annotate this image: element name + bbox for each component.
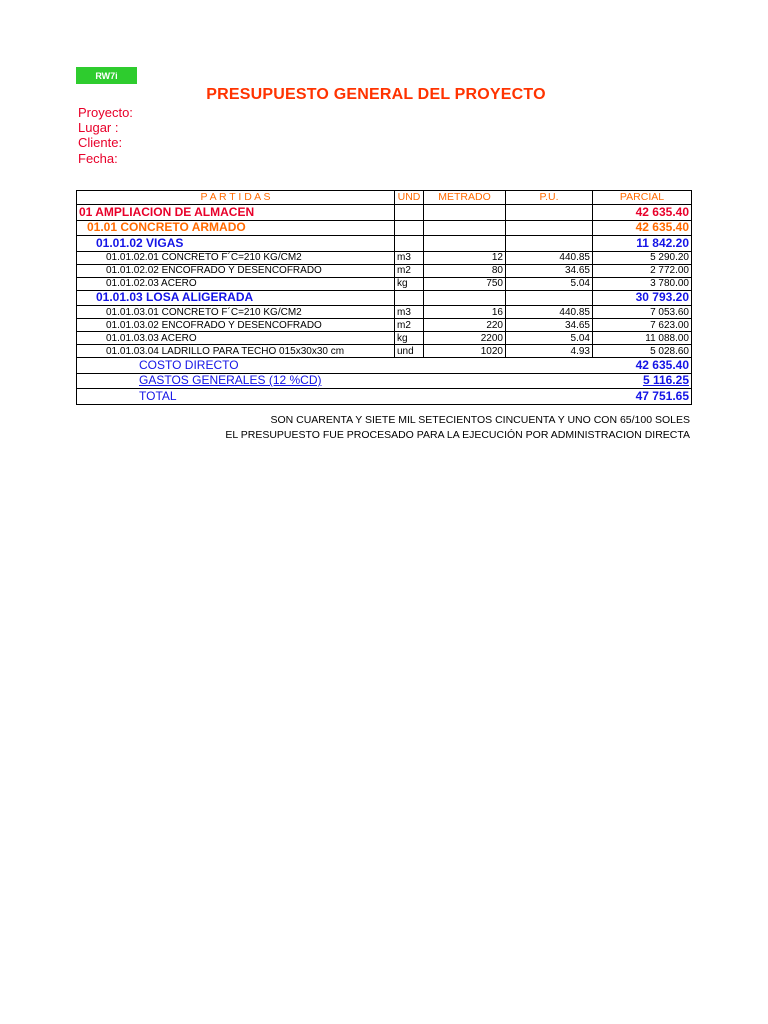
table-row bbox=[77, 277, 692, 290]
general-expenses-label: GASTOS GENERALES (12 %CD) bbox=[77, 373, 593, 389]
row-parcial: 42 635.40 bbox=[593, 205, 692, 221]
row-metrado: 16 bbox=[424, 306, 506, 319]
table-row bbox=[77, 220, 692, 236]
summary-row-general-expenses bbox=[77, 373, 692, 389]
row-label: 01.01.02 VIGAS bbox=[77, 236, 395, 252]
row-metrado: 2200 bbox=[424, 332, 506, 345]
place-label: Lugar : bbox=[78, 120, 119, 136]
header-und: UND bbox=[395, 191, 424, 205]
page-title: PRESUPUESTO GENERAL DEL PROYECTO bbox=[206, 86, 546, 103]
client-label: Cliente: bbox=[78, 135, 123, 151]
row-pu: 4.93 bbox=[506, 345, 593, 358]
row-parcial: 2 772.00 bbox=[593, 264, 692, 277]
table-row bbox=[77, 264, 692, 277]
row-metrado: 750 bbox=[424, 277, 506, 290]
row-und: und bbox=[395, 345, 424, 358]
row-pu: 34.65 bbox=[506, 264, 593, 277]
row-label: 01.01.02.03 ACERO bbox=[77, 277, 395, 290]
row-label: 01.01 CONCRETO ARMADO bbox=[77, 220, 395, 236]
row-und: m3 bbox=[395, 251, 424, 264]
row-parcial: 7 623.00 bbox=[593, 319, 692, 332]
total-label: TOTAL bbox=[77, 389, 593, 405]
general-expenses-value: 5 116.25 bbox=[593, 373, 692, 389]
table-row bbox=[77, 236, 692, 252]
row-und: kg bbox=[395, 277, 424, 290]
row-parcial: 30 793.20 bbox=[593, 290, 692, 306]
row-metrado: 220 bbox=[424, 319, 506, 332]
row-pu: 5.04 bbox=[506, 332, 593, 345]
table-row bbox=[77, 319, 692, 332]
table-row bbox=[77, 345, 692, 358]
row-metrado: 80 bbox=[424, 264, 506, 277]
row-pu: 440.85 bbox=[506, 306, 593, 319]
summary-row-direct-cost bbox=[77, 358, 692, 374]
row-und: m3 bbox=[395, 306, 424, 319]
row-parcial: 11 088.00 bbox=[593, 332, 692, 345]
summary-row-total bbox=[77, 389, 692, 405]
budget-notes bbox=[225, 413, 690, 442]
direct-cost-label: COSTO DIRECTO bbox=[77, 358, 593, 374]
row-metrado: 12 bbox=[424, 251, 506, 264]
table-row bbox=[77, 332, 692, 345]
row-und: m2 bbox=[395, 264, 424, 277]
row-label: 01.01.03.04 LADRILLO PARA TECHO 015x30x30 cm bbox=[77, 345, 395, 358]
row-parcial: 5 290.20 bbox=[593, 251, 692, 264]
project-info bbox=[78, 105, 133, 166]
budget-table bbox=[76, 190, 692, 405]
row-pu: 34.65 bbox=[506, 319, 593, 332]
row-parcial: 7 053.60 bbox=[593, 306, 692, 319]
row-und: kg bbox=[395, 332, 424, 345]
row-metrado: 1020 bbox=[424, 345, 506, 358]
direct-cost-value: 42 635.40 bbox=[593, 358, 692, 374]
version-badge: RW7i bbox=[76, 67, 137, 84]
row-label: 01.01.03.02 ENCOFRADO Y DESENCOFRADO bbox=[77, 319, 395, 332]
row-pu: 5.04 bbox=[506, 277, 593, 290]
total-value: 47 751.65 bbox=[593, 389, 692, 405]
row-label: 01.01.02.01 CONCRETO F´C=210 KG/CM2 bbox=[77, 251, 395, 264]
row-pu: 440.85 bbox=[506, 251, 593, 264]
table-row bbox=[77, 306, 692, 319]
execution-note: EL PRESUPUESTO FUE PROCESADO PARA LA EJECUCIÓN POR ADMINISTRACION DIRECTA bbox=[225, 428, 690, 441]
row-label: 01.01.03.03 ACERO bbox=[77, 332, 395, 345]
header-parcial: PARCIAL bbox=[593, 191, 692, 205]
header-metrado: METRADO bbox=[424, 191, 506, 205]
row-label: 01.01.03 LOSA ALIGERADA bbox=[77, 290, 395, 306]
amount-in-words: SON CUARENTA Y SIETE MIL SETECIENTOS CINCUENTA Y UNO CON 65/100 SOLES bbox=[270, 414, 690, 426]
table-header bbox=[77, 191, 692, 205]
table-row bbox=[77, 205, 692, 221]
row-label: 01.01.02.02 ENCOFRADO Y DESENCOFRADO bbox=[77, 264, 395, 277]
header-pu: P.U. bbox=[506, 191, 593, 205]
row-parcial: 42 635.40 bbox=[593, 220, 692, 236]
row-label: 01 AMPLIACION DE ALMACEN bbox=[77, 205, 395, 221]
row-parcial: 11 842.20 bbox=[593, 236, 692, 252]
row-label: 01.01.03.01 CONCRETO F´C=210 KG/CM2 bbox=[77, 306, 395, 319]
table-row bbox=[77, 251, 692, 264]
table-row bbox=[77, 290, 692, 306]
header-partidas: P A R T I D A S bbox=[77, 191, 395, 205]
row-parcial: 5 028.60 bbox=[593, 345, 692, 358]
row-parcial: 3 780.00 bbox=[593, 277, 692, 290]
row-und: m2 bbox=[395, 319, 424, 332]
date-label: Fecha: bbox=[78, 150, 118, 166]
project-label: Proyecto: bbox=[78, 105, 133, 120]
